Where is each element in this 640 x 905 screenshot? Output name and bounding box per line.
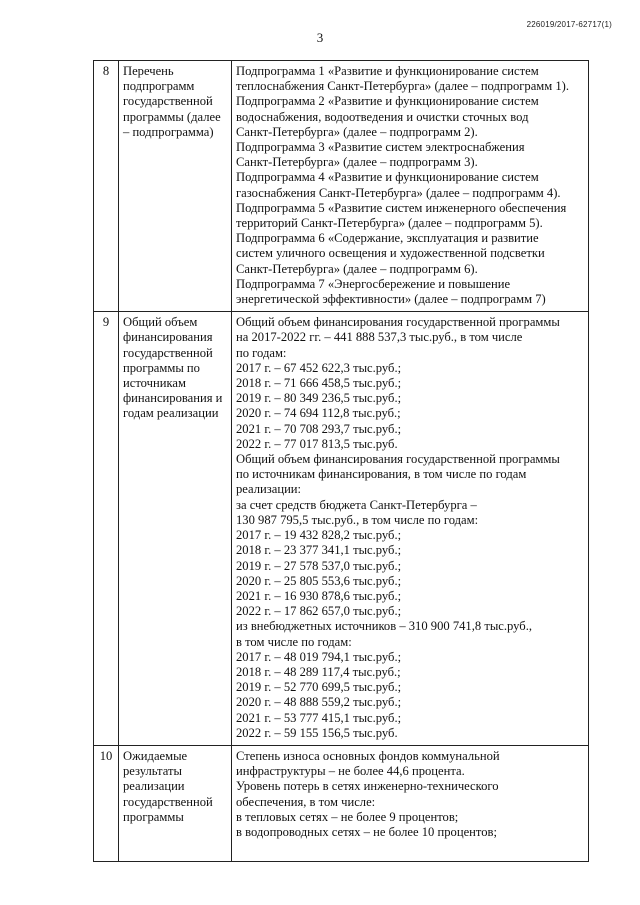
content-line: энергетической эффективности» (далее – подпрограмм 7) bbox=[236, 292, 546, 307]
row-content bbox=[232, 312, 589, 746]
content-line: по годам: bbox=[236, 345, 287, 360]
content-line: на 2017-2022 гг. – 441 888 537,3 тыс.руб., в том числе bbox=[236, 330, 523, 345]
content-line: 2018 г. – 71 666 458,5 тыс.руб.; bbox=[236, 376, 402, 391]
page-number: 3 bbox=[316, 30, 324, 45]
content-line: инфраструктуры – не более 44,6 процента. bbox=[236, 764, 465, 779]
document-id: 226019/2017-62717(1) bbox=[526, 20, 612, 29]
content-line: 2021 г. – 53 777 415,1 тыс.руб.; bbox=[236, 710, 402, 725]
content-line: Подпрограмма 2 «Развитие и функционирование систем bbox=[236, 94, 539, 109]
row-content bbox=[232, 61, 589, 312]
content-line: Санкт-Петербурга» (далее – подпрограмм 3). bbox=[236, 155, 478, 170]
content-line: 2017 г. – 19 432 828,2 тыс.руб.; bbox=[236, 528, 402, 543]
content-line: реализации: bbox=[236, 482, 302, 497]
content-line: по источникам финансирования, в том числе по годам bbox=[236, 467, 527, 482]
content-line: 2020 г. – 25 805 553,6 тыс.руб.; bbox=[236, 573, 402, 588]
row-title: Общий объем финансирования государственной программы по источникам финансирования и годам реализации bbox=[119, 312, 232, 746]
table-row bbox=[94, 61, 589, 312]
content-line: 2017 г. – 67 452 622,3 тыс.руб.; bbox=[236, 360, 402, 375]
table-row bbox=[94, 312, 589, 746]
content-line: Подпрограмма 6 «Содержание, эксплуатация и развитие bbox=[236, 231, 539, 246]
row-number: 10 bbox=[94, 745, 119, 861]
content-line: 2022 г. – 59 155 156,5 тыс.руб. bbox=[236, 725, 398, 740]
content-line: Санкт-Петербурга» (далее – подпрограмм 6). bbox=[236, 261, 478, 276]
row-title: Ожидаемые результаты реализации государственной программы bbox=[119, 745, 232, 861]
content-line: Уровень потерь в сетях инженерно-технического bbox=[236, 779, 499, 794]
content-line: в водопроводных сетях – не более 10 процентов; bbox=[236, 824, 497, 839]
passport-table bbox=[93, 60, 589, 862]
row-number: 8 bbox=[94, 61, 119, 312]
content-line: из внебюджетных источников – 310 900 741,8 тыс.руб., bbox=[236, 619, 532, 634]
content-line: Степень износа основных фондов коммунальной bbox=[236, 748, 500, 763]
content-line: 2018 г. – 23 377 341,1 тыс.руб.; bbox=[236, 543, 402, 558]
content-line: Подпрограмма 4 «Развитие и функционирование систем bbox=[236, 170, 539, 185]
content-line: за счет средств бюджета Санкт-Петербурга – bbox=[236, 497, 477, 512]
row-number: 9 bbox=[94, 312, 119, 746]
content-line: Подпрограмма 5 «Развитие систем инженерного обеспечения bbox=[236, 200, 567, 215]
content-line: Подпрограмма 1 «Развитие и функционирование систем bbox=[236, 64, 539, 78]
content-line: 2020 г. – 48 888 559,2 тыс.руб.; bbox=[236, 695, 402, 710]
content-line: 2017 г. – 48 019 794,1 тыс.руб.; bbox=[236, 649, 402, 664]
content-line: 2021 г. – 16 930 878,6 тыс.руб.; bbox=[236, 588, 402, 603]
content-line: систем уличного освещения и художественной подсветки bbox=[236, 246, 545, 261]
content-line: Подпрограмма 7 «Энергосбережение и повышение bbox=[236, 276, 511, 291]
content-line: 2020 г. – 74 694 112,8 тыс.руб.; bbox=[236, 406, 401, 421]
content-line: 2019 г. – 80 349 236,5 тыс.руб.; bbox=[236, 391, 402, 406]
content-line: водоснабжения, водоотведения и очистки сточных вод bbox=[236, 109, 529, 124]
content-line: газоснабжения Санкт-Петербурга» (далее – подпрограмм 4). bbox=[236, 185, 561, 200]
row-content bbox=[232, 745, 589, 861]
content-line: 2022 г. – 17 862 657,0 тыс.руб.; bbox=[236, 604, 402, 619]
content-line: 2021 г. – 70 708 293,7 тыс.руб.; bbox=[236, 421, 402, 436]
content-line: теплоснабжения Санкт-Петербурга» (далее – подпрограмм 1). bbox=[236, 79, 570, 94]
content-line: Подпрограмма 3 «Развитие систем электроснабжения bbox=[236, 140, 525, 155]
content-line: 2019 г. – 52 770 699,5 тыс.руб.; bbox=[236, 680, 402, 695]
content-line: 2018 г. – 48 289 117,4 тыс.руб.; bbox=[236, 664, 401, 679]
content-line: территорий Санкт-Петербурга» (далее – подпрограмм 5). bbox=[236, 216, 543, 231]
content-line: в том числе по годам: bbox=[236, 634, 352, 649]
row-title: Перечень подпрограмм государственной программы (далее – подпрограмма) bbox=[119, 61, 232, 312]
content-line: 2022 г. – 77 017 813,5 тыс.руб. bbox=[236, 436, 398, 451]
content-line: обеспечения, в том числе: bbox=[236, 794, 376, 809]
content-line: Общий объем финансирования государственной программы bbox=[236, 452, 560, 467]
content-line: 130 987 795,5 тыс.руб., в том числе по годам: bbox=[236, 512, 479, 527]
table-row bbox=[94, 745, 589, 861]
content-line: 2019 г. – 27 578 537,0 тыс.руб.; bbox=[236, 558, 402, 573]
content-line: Общий объем финансирования государственной программы bbox=[236, 315, 560, 330]
content-line: в тепловых сетях – не более 9 процентов; bbox=[236, 809, 459, 824]
content-line: Санкт-Петербурга» (далее – подпрограмм 2). bbox=[236, 124, 478, 139]
